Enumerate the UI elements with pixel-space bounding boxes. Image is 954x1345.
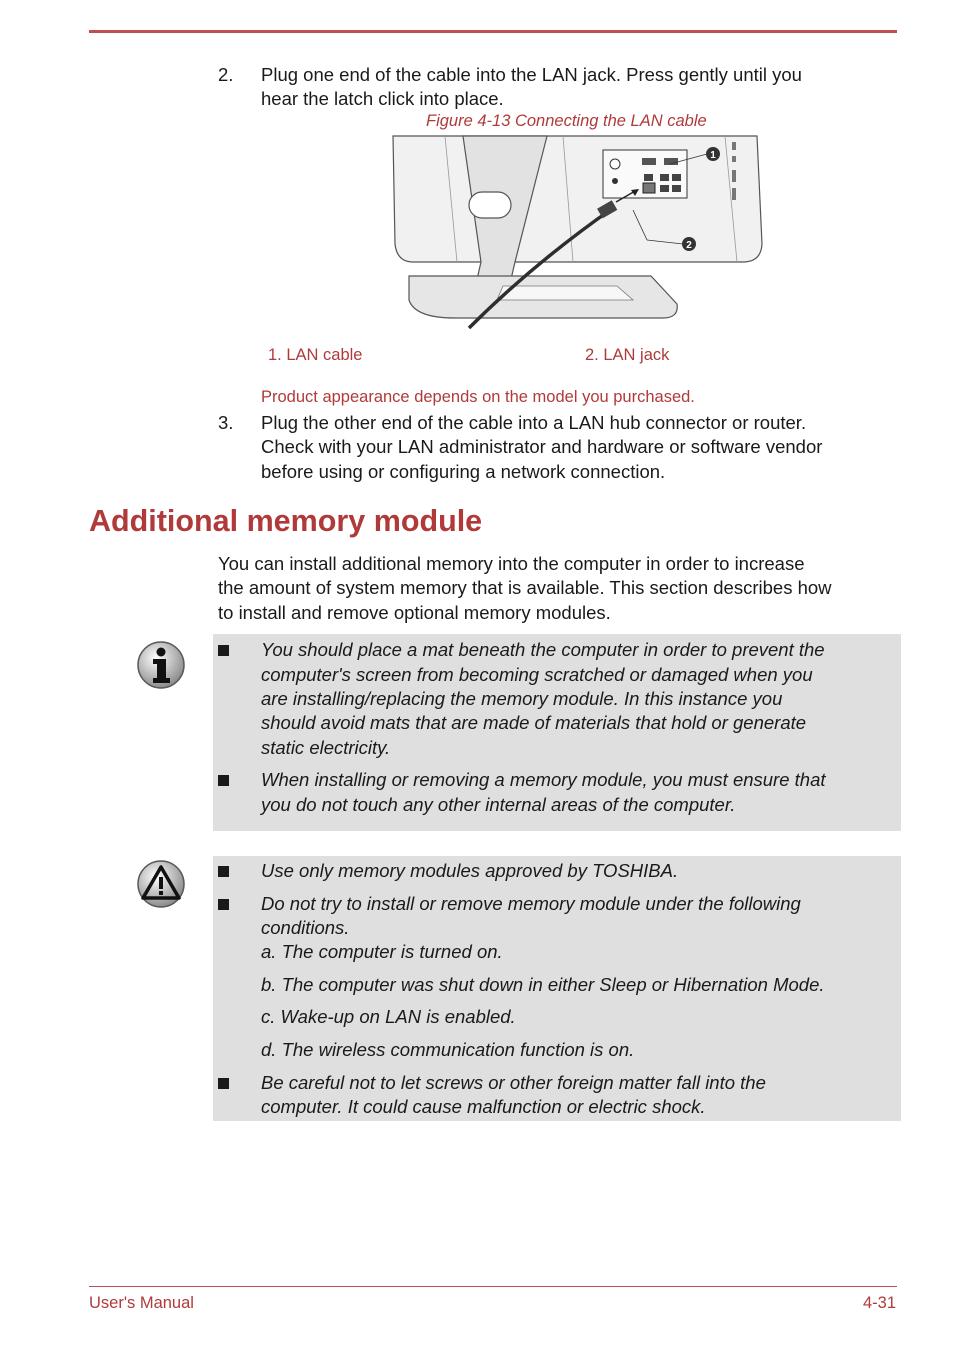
info-item-1-line-3: are installing/replacing the memory module. In this instance you [261,688,783,709]
footer-rule [89,1286,897,1287]
warning-item-3-line-1: Be careful not to let screws or other foreign matter fall into the [261,1072,766,1093]
step-number: 3. [218,412,234,433]
info-item-1-line-4: should avoid mats that are made of materials that hold or generate [261,712,807,733]
callout-2: 2 [686,240,692,251]
warning-condition-b: b. The computer was shut down in either Sleep or Hibernation Mode. [261,974,825,995]
warning-condition-d: d. The wireless communication function is on. [261,1039,635,1060]
step-3-line-1: Plug the other end of the cable into a LAN hub connector or router. [261,412,807,433]
bullet-square [218,645,229,656]
warning-item-1: Use only memory modules approved by TOSHIBA. [261,860,679,881]
header-rule [89,30,897,33]
warning-condition-c: c. Wake-up on LAN is enabled. [261,1006,516,1027]
info-item-1-line-5: static electricity. [261,737,391,758]
warning-item-2-line-1: Do not try to install or remove memory module under the following [261,893,801,914]
warning-item-2-line-2: conditions. [261,917,350,938]
info-icon [136,640,186,690]
section-heading: Additional memory module [89,504,483,538]
info-item-1-line-2: computer's screen from becoming scratched or damaged when you [261,664,813,685]
warning-icon [136,859,186,909]
lan-cable-illustration [385,134,770,330]
footer-page-number: 4-31 [862,1294,896,1312]
info-item-2-line-2: you do not touch any other internal areas of the computer. [261,794,736,815]
step-3-line-2: Check with your LAN administrator and hardware or software vendor [261,436,823,457]
callout-1: 1 [710,150,716,161]
intro-line-1: You can install additional memory into the computer in order to increase [218,553,805,574]
step-2-line-2: hear the latch click into place. [261,88,504,109]
bullet-square [218,775,229,786]
bullet-square [218,866,229,877]
figure-label-lan-cable: 1. LAN cable [268,346,363,364]
warning-condition-a: a. The computer is turned on. [261,941,503,962]
warning-item-3-line-2: computer. It could cause malfunction or electric shock. [261,1096,706,1117]
intro-line-2: the amount of system memory that is available. This section describes how [218,577,832,598]
figure-caption: Figure 4-13 Connecting the LAN cable [426,112,707,130]
intro-line-3: to install and remove optional memory modules. [218,602,611,623]
step-3-line-3: before using or configuring a network connection. [261,461,666,482]
info-item-1-line-1: You should place a mat beneath the computer in order to prevent the [261,639,825,660]
footer-manual-title: User's Manual [89,1294,194,1312]
step-number: 2. [218,64,234,85]
figure-label-lan-jack: 2. LAN jack [585,346,670,364]
bullet-square [218,1078,229,1089]
step-2-line-1: Plug one end of the cable into the LAN jack. Press gently until you [261,64,802,85]
product-appearance-note: Product appearance depends on the model you purchased. [261,388,695,406]
info-item-2-line-1: When installing or removing a memory module, you must ensure that [261,769,826,790]
bullet-square [218,899,229,910]
